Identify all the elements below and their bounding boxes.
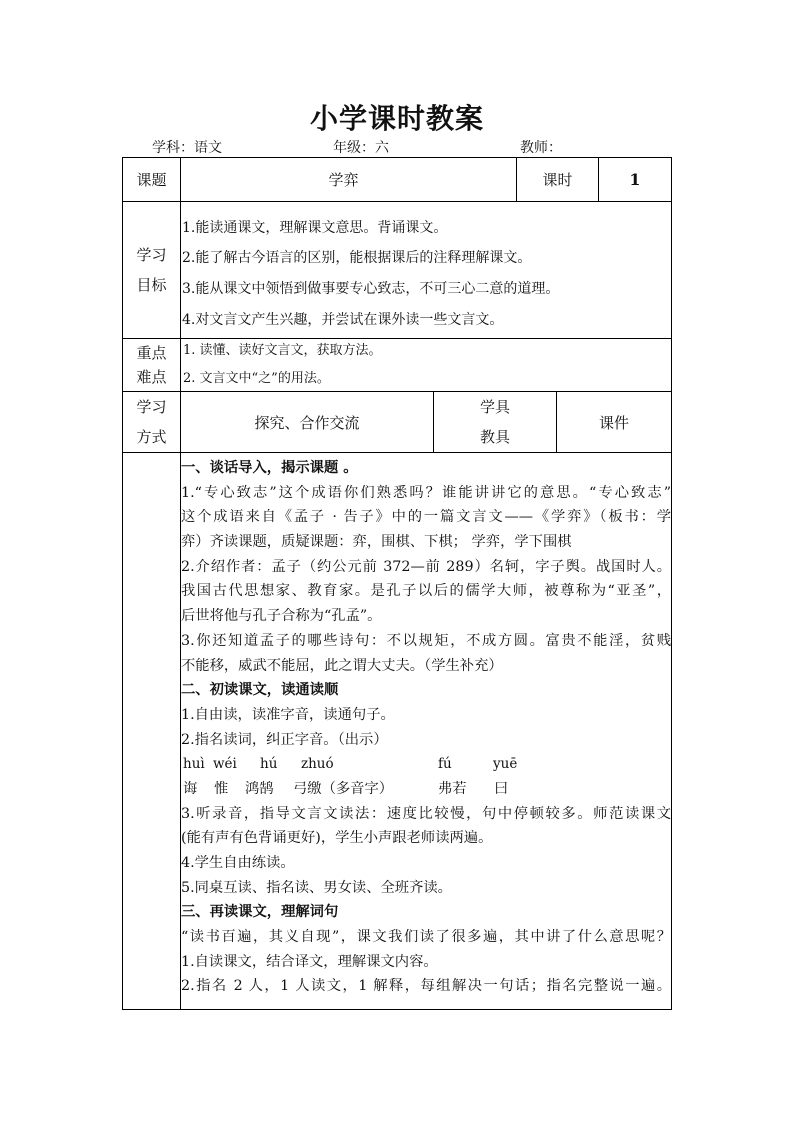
content-line: 弈）齐读课题，质疑课题：弈，围棋、下棋； 学弈，学下围棋	[181, 534, 572, 551]
content-line: (能有声有色背诵更好)，学生小声跟老师读两遍。	[181, 830, 493, 847]
goals-label-line1: 学习	[136, 246, 167, 264]
goal-item: 4.对文言文产生兴趣，并尝试在课外读一些文言文。	[182, 312, 504, 328]
topic-value-text: 学弈	[328, 171, 359, 189]
content-line: 这个成语来自《孟子 · 告子》中的一篇文言文——《学弈》（板书：学	[181, 509, 671, 526]
topic-value	[181, 158, 516, 201]
content-line: 2.指名读词，纠正字音。（出示）	[181, 731, 388, 748]
content-line: 不能移，威武不能屈，此之谓大丈夫。（学生补充）	[181, 657, 503, 674]
keypoint-item: 2. 文言文中“之”的用法。	[183, 371, 330, 386]
goal-item: 2.能了解古今语言的区别，能根据课后的注释理解课文。	[182, 250, 532, 266]
goals-label-line2: 目标	[136, 276, 167, 294]
pinyin: hú	[260, 756, 278, 773]
content-line: 2.指名 2 人，1 人读文，1 解释，每组解决一句话；指名完整说一遍。	[181, 978, 671, 995]
section-heading: 三、再读课文，理解词句	[181, 904, 339, 921]
page-title: 小学课时教案	[309, 102, 484, 135]
vocab-char: 曰	[494, 780, 509, 797]
keypoints-label-line1: 重点	[136, 344, 167, 362]
pinyin: huì	[183, 756, 205, 773]
vocab-char: 弗若	[438, 780, 467, 797]
vocab-char: 惟	[214, 780, 229, 797]
topic-label: 课题	[136, 171, 167, 189]
goals-label	[123, 202, 180, 338]
teacher-label: 教师：	[520, 140, 562, 156]
vocab-char: 弓缴（多音字）	[293, 780, 394, 797]
pinyin-row	[181, 752, 671, 777]
content-line: 1.自读课文，结合译文，理解课文内容。	[181, 953, 438, 970]
period-label: 课时	[542, 171, 573, 189]
section-heading: 二、初读课文，读通读顺	[181, 682, 339, 699]
vocab-char: 鸿鹄	[245, 780, 274, 797]
goal-item: 1.能读通课文，理解课文意思。背诵课文。	[182, 220, 448, 236]
period-value: 1	[629, 170, 641, 189]
grade-label: 年级：六	[333, 140, 389, 156]
pinyin: zhuó	[301, 756, 334, 773]
vocab-char: 诲	[183, 780, 198, 797]
tools-label-line2: 教具	[479, 428, 510, 446]
row-divider	[122, 201, 672, 202]
content-line: 3.你还知道孟子的哪些诗句：不以规矩，不成方圆。富贵不能淫，贫贱	[181, 632, 671, 649]
content-line: 5.同桌互读、指名读、男女读、全班齐读。	[181, 879, 452, 896]
goal-item: 3.能从课文中领悟到做事要专心致志，不可三心二意的道理。	[182, 281, 560, 297]
content-line: 1.自由读，读准字音，读通句子。	[181, 706, 395, 723]
subject-label: 学科：语文	[152, 140, 222, 156]
char-row	[181, 777, 671, 802]
section-heading: 一、谈话导入，揭示课题 。	[181, 460, 358, 476]
method-value: 探究、合作交流	[254, 413, 360, 432]
content-line: 1.“专心致志”这个成语你们熟悉吗？谁能讲讲它的意思。“专心致志”	[181, 484, 671, 501]
tools-value: 课件	[598, 413, 629, 432]
pinyin: yuē	[493, 756, 518, 773]
content-line: 2.介绍作者：孟子（约公元前 372—前 289）名轲，字子舆。战国时人。	[181, 558, 671, 575]
content-line: 3.听录音，指导文言文读法：速度比较慢，句中停顿较多。师范读课文	[181, 805, 671, 822]
method-label	[123, 392, 180, 452]
content-line: 4.学生自由练读。	[181, 855, 295, 871]
keypoints-label-line2: 难点	[136, 368, 167, 386]
method-label-line2: 方式	[136, 428, 167, 446]
tools-label	[434, 392, 556, 452]
pinyin: wéi	[213, 756, 237, 773]
method-label-line1: 学习	[136, 398, 167, 416]
row-divider	[122, 338, 672, 339]
content-line: “读书百遍，其义自现”，课文我们读了很多遍，其中讲了什么意思呢？	[181, 929, 671, 946]
content-line: 我国古代思想家、教育家。是孔子以后的儒学大师，被尊称为“亚圣”，	[181, 583, 671, 600]
pinyin: fú	[438, 756, 452, 773]
lesson-content	[181, 456, 671, 999]
content-line: 后世将他与孔子合称为“孔孟”。	[181, 608, 382, 625]
tools-label-line1: 学具	[479, 398, 510, 416]
keypoints-label	[123, 339, 180, 391]
row-divider	[122, 452, 672, 453]
keypoint-item: 1. 读懂、读好文言文，获取方法。	[183, 343, 382, 358]
